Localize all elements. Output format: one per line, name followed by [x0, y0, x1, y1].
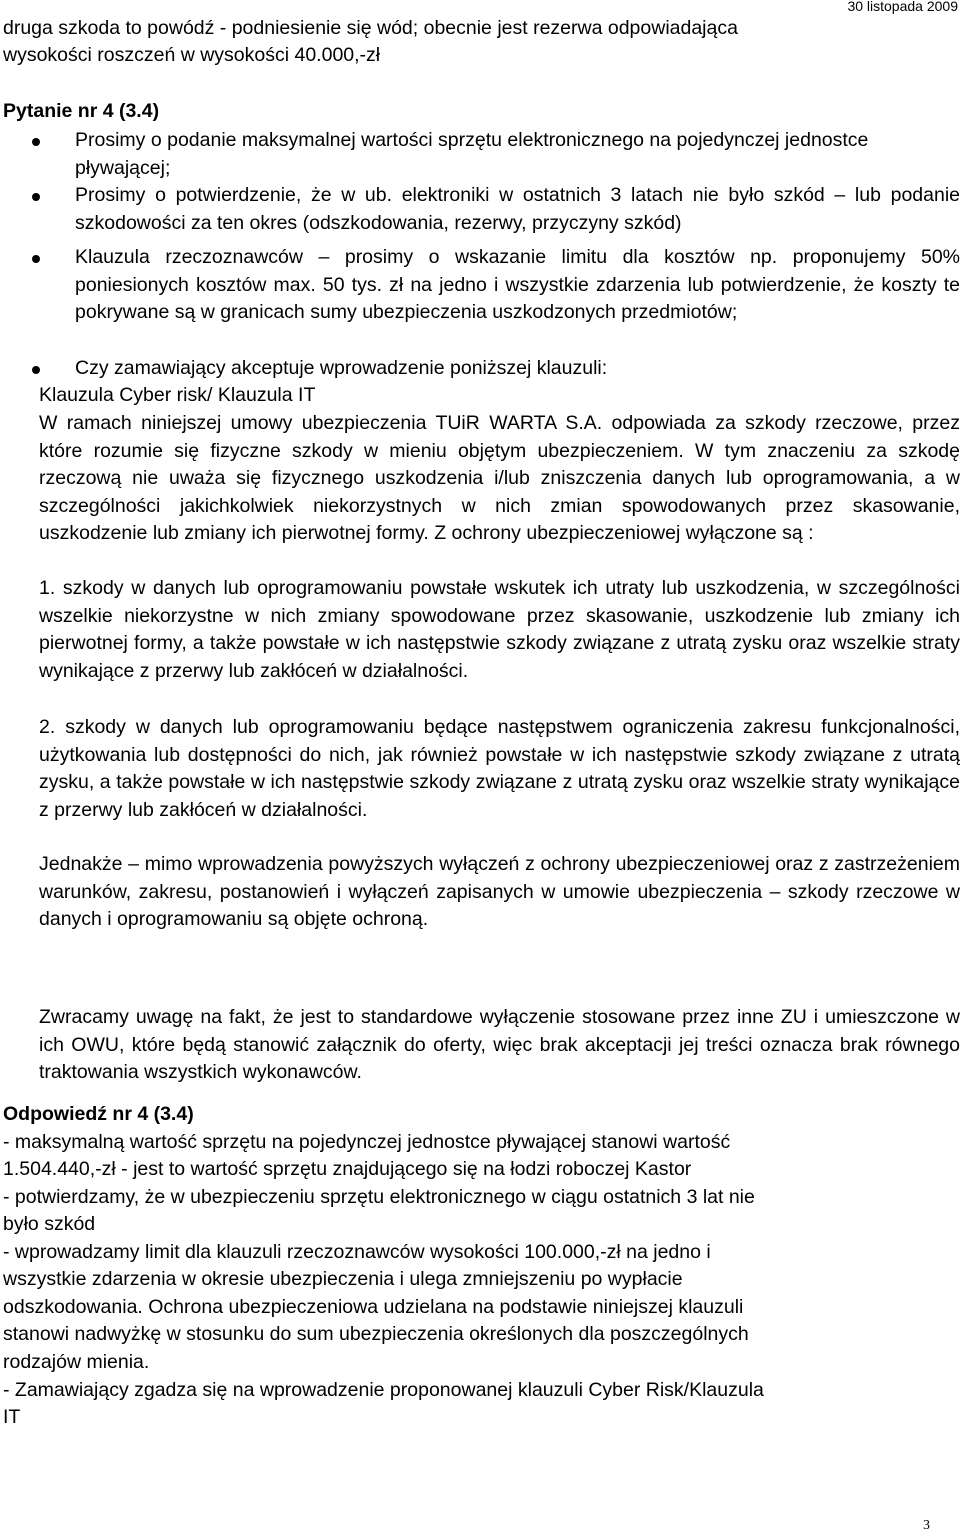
bullet-icon	[32, 255, 40, 263]
bullet-text: Prosimy o podanie maksymalnej wartości sprzętu elektronicznego na pojedynczej jednostce pływającej;	[75, 129, 869, 179]
answer-title: Odpowiedź nr 4 (3.4)	[3, 1103, 194, 1125]
bullet-icon	[32, 193, 40, 201]
bullet-text: Klauzula rzeczoznawców – prosimy o wskazanie limitu dla kosztów np. proponujemy 50% poniesionych kosztów max. 50 tys. zł na jedno i wszystkie zdarzenia lub potwierdzenie, że koszty te pokrywane są w granicach sumy ubezpieczenia uszkodzonych przedmiotów;	[75, 246, 960, 323]
answer-line-1: - maksymalną wartość sprzętu na pojedynczej jednostce pływającej stanowi wartość	[3, 1131, 731, 1153]
answer-line-3: - potwierdzamy, że w ubezpieczeniu sprzętu elektronicznego w ciągu ostatnich 3 lat nie	[3, 1186, 755, 1208]
answer-line-4: było szkód	[3, 1213, 96, 1235]
answer-line-9: rodzajów mienia.	[3, 1351, 150, 1373]
header-date: 30 listopada 2009	[847, 0, 958, 14]
bullet-text: Czy zamawiający akceptuje wprowadzenie poniższej klauzuli:	[75, 357, 608, 379]
bullet-text: Prosimy o potwierdzenie, że w ub. elektroniki w ostatnich 3 latach nie było szkód – lub podanie szkodowości za ten okres (odszkodowania, rezerwy, przyczyny szkód)	[75, 184, 960, 234]
answer-line-5: - wprowadzamy limit dla klauzuli rzeczoznawców wysokości 100.000,-zł na jedno i	[3, 1241, 711, 1263]
clause-paragraph-1: W ramach niniejszej umowy ubezpieczenia TUiR WARTA S.A. odpowiada za szkody rzeczowe, przez które rozumie się fizyczne szkody w mieniu objętym ubezpieczeniem. W tym znaczeniu za szkodę rzeczową nie uważa się fizycznego uszkodzenia i/lub zniszczenia danych lub oprogramowania, a w szczególności jakichkolwiek niekorzystnych w nich zmian spowodowanych przez skasowanie, uszkodzenie lub zmiany ich pierwotnej formy. Z ochrony ubezpieczeniowej wyłączone są :	[39, 412, 960, 544]
answer-line-6: wszystkie zdarzenia w okresie ubezpieczenia i ulega zmniejszeniu po wypłacie	[3, 1268, 683, 1290]
bullet-icon	[32, 366, 40, 374]
answer-line-2: 1.504.440,-zł - jest to wartość sprzętu znajdującego się na łodzi roboczej Kastor	[3, 1158, 692, 1180]
answer-line-10: - Zamawiający zgadza się na wprowadzenie proponowanej klauzuli Cyber Risk/Klauzula	[3, 1379, 764, 1401]
question-title: Pytanie nr 4 (3.4)	[3, 100, 160, 122]
clause-paragraph-4: Jednakże – mimo wprowadzenia powyższych wyłączeń z ochrony ubezpieczeniowej oraz z zastrzeżeniem warunków, zakresu, postanowień i wyłączeń zapisanych w umowie ubezpieczenia – szkody rzeczowe w danych i oprogramowaniu są objęte ochroną.	[39, 853, 960, 930]
question-note: Zwracamy uwagę na fakt, że jest to standardowe wyłączenie stosowane przez inne ZU i umieszczone w ich OWU, które będą stanowić załącznik do oferty, więc brak akceptacji jej treści oznacza brak równego traktowania wszystkich wykonawców.	[39, 1006, 960, 1083]
intro-line-2: wysokości roszczeń w wysokości 40.000,-zł	[3, 44, 381, 66]
answer-line-7: odszkodowania. Ochrona ubezpieczeniowa udzielana na podstawie niniejszej klauzuli	[3, 1296, 744, 1318]
answer-line-11: IT	[3, 1406, 21, 1428]
page-number: 3	[923, 1518, 930, 1533]
clause-paragraph-2: 1. szkody w danych lub oprogramowaniu powstałe wskutek ich utraty lub uszkodzenia, w szczególności wszelkie niekorzystne w nich zmiany spowodowane przez skasowanie, uszkodzenie lub zmiany ich pierwotnej formy, a także powstałe w ich następstwie szkody związane z utratą zysku oraz wszelkie straty wynikające z przerwy lub zakłóceń w działalności.	[39, 577, 960, 682]
answer-line-8: stanowi nadwyżkę w stosunku do sum ubezpieczenia określonych dla poszczególnych	[3, 1323, 749, 1345]
bullet-icon	[32, 138, 40, 146]
clause-title: Klauzula Cyber risk/ Klauzula IT	[39, 384, 316, 406]
intro-line-1: druga szkoda to powódź - podniesienie się wód; obecnie jest rezerwa odpowiadająca	[3, 17, 738, 39]
clause-paragraph-3: 2. szkody w danych lub oprogramowaniu będące następstwem ograniczenia zakresu funkcjonalności, użytkowania lub dostępności do nich, jak również powstałe w ich następstwie szkody związane z utratą zysku, a także powstałe w ich następstwie szkody związane z utratą zysku oraz wszelkie straty wynikające z przerwy lub zakłóceń w działalności.	[39, 716, 960, 821]
